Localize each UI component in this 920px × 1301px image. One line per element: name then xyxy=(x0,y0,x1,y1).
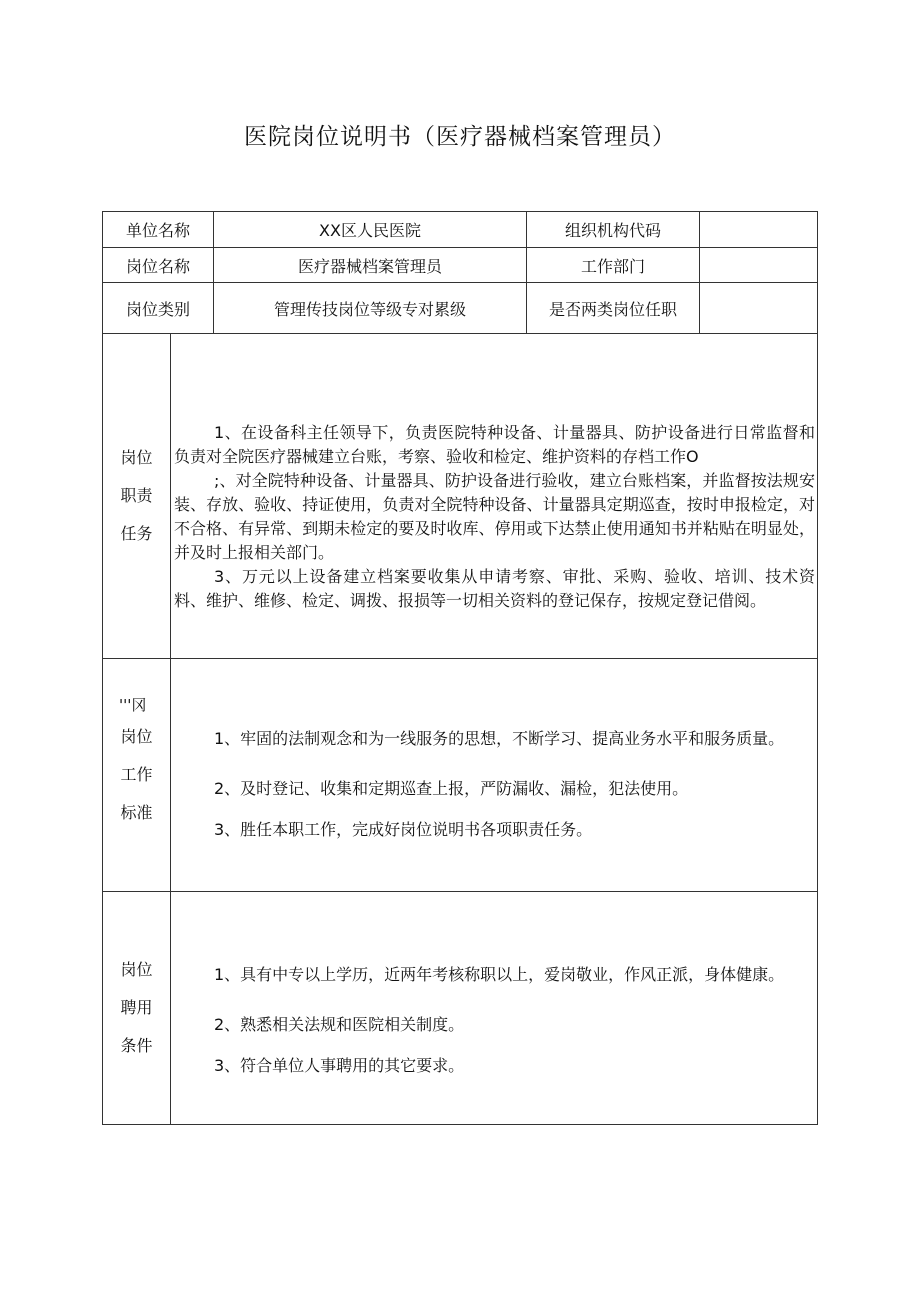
standard-item: 2、及时登记、收集和定期巡查上报，严防漏收、漏检，犯法使用。 xyxy=(214,778,689,798)
type-label: 岗位类别 xyxy=(103,283,214,334)
duty-item: 3、万元以上设备建立档案要收集从申请考察、审批、采购、验收、培训、技术资料、维护、维修、检定、调拨、报损等一切相关资料的登记保存，按规定登记借阅。 xyxy=(174,567,815,610)
unit-label: 单位名称 xyxy=(103,212,214,248)
page-title: 医院岗位说明书（医疗器械档案管理员） xyxy=(244,124,676,150)
standard-item: 1、牢固的法制观念和为一线服务的思想，不断学习、提高业务水平和服务质量。 xyxy=(214,728,785,748)
unit-value: XX区人民医院 xyxy=(214,212,527,248)
standards-content xyxy=(171,659,818,892)
row-type xyxy=(103,283,818,334)
dept-value xyxy=(700,248,818,283)
post-value: 医疗器械档案管理员 xyxy=(214,248,527,283)
row-post xyxy=(103,248,818,283)
standards-label-overlay: '''冈 xyxy=(119,696,147,714)
dual-value xyxy=(700,283,818,334)
condition-item: 3、符合单位人事聘用的其它要求。 xyxy=(214,1055,465,1075)
row-conditions xyxy=(103,892,818,1125)
row-standards xyxy=(103,659,818,892)
duties-content xyxy=(171,334,818,659)
org-code-label: 组织机构代码 xyxy=(527,212,700,248)
post-label: 岗位名称 xyxy=(103,248,214,283)
org-code-value xyxy=(700,212,818,248)
duties-label: 岗位 职责 任务 xyxy=(103,334,171,659)
standard-item: 3、胜任本职工作，完成好岗位说明书各项职责任务。 xyxy=(214,819,593,839)
dept-label: 工作部门 xyxy=(527,248,700,283)
row-duties xyxy=(103,334,818,659)
conditions-content xyxy=(171,892,818,1125)
dual-label: 是否两类岗位任职 xyxy=(527,283,700,334)
row-unit xyxy=(103,212,818,248)
job-description-table xyxy=(102,211,818,1125)
type-value: 管理传技岗位等级专对累级 xyxy=(214,283,527,334)
conditions-label: 岗位 聘用 条件 xyxy=(103,892,171,1125)
standards-label: '''冈 岗位 工作 标准 xyxy=(103,659,171,892)
condition-item: 2、熟悉相关法规和医院相关制度。 xyxy=(214,1014,465,1034)
condition-item: 1、具有中专以上学历，近两年考核称职以上，爱岗敬业，作风正派，身体健康。 xyxy=(214,964,785,984)
duty-item: 1、在设备科主任领导下，负责医院特种设备、计量器具、防护设备进行日常监督和负责对全院医疗器械建立台账，考察、验收和检定、维护资料的存档工作O xyxy=(174,423,815,466)
duty-item: ;、对全院特种设备、计量器具、防护设备进行验收，建立台账档案，并监督按法规安装、存放、验收、持证使用，负责对全院特种设备、计量器具定期巡查，按时申报检定，对不合格、有异常、到期未检定的要及时收库、停用或下达禁止使用通知书并粘贴在明显处，并及时上报相关部门。 xyxy=(174,471,815,562)
